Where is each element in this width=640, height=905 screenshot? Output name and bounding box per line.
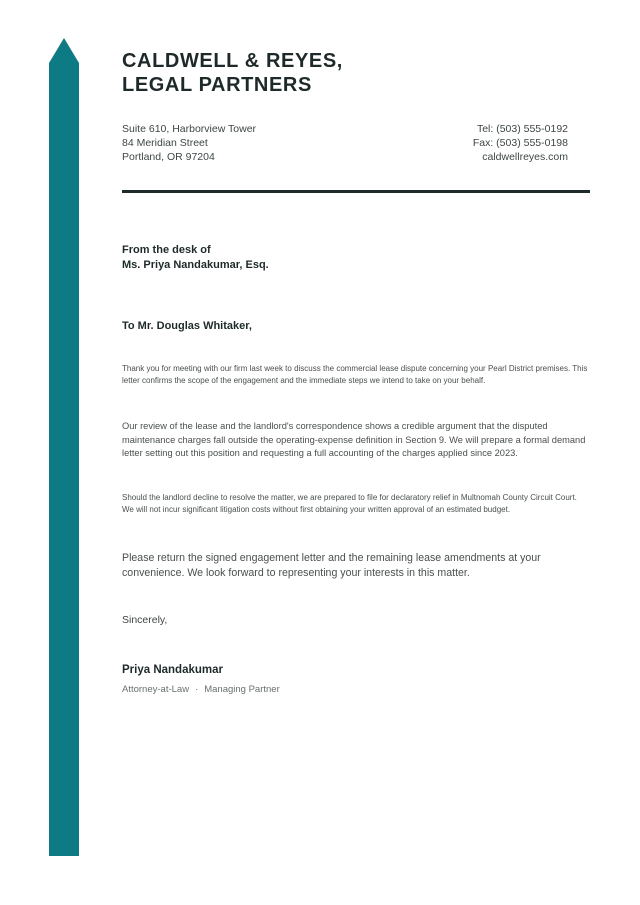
firm-contact: [473, 122, 568, 164]
signature-name: Priya Nandakumar: [122, 664, 223, 676]
address-line2: 84 Meridian Street: [122, 137, 208, 149]
signature-title-1: Attorney-at-Law: [122, 684, 190, 695]
closing: Sincerely,: [122, 614, 168, 626]
signature-title-2: Managing Partner: [204, 684, 280, 695]
body-paragraph-2: Our review of the lease and the landlord's correspondence shows a credible argument that the disputed maintenance charges fall outside the operating-expense definition in Section 9. We will prepare a formal demand letter setting out this position and requesting a full accounting of the charges applied since 2023.: [122, 421, 586, 458]
contact-website: caldwellreyes.com: [482, 151, 568, 163]
firm-name: [122, 49, 343, 97]
salutation: To Mr. Douglas Whitaker,: [122, 320, 252, 332]
address-line1: Suite 610, Harborview Tower: [122, 123, 257, 135]
from-name: Ms. Priya Nandakumar, Esq.: [122, 259, 269, 271]
body-paragraph-1: Thank you for meeting with our firm last week to discuss the commercial lease dispute concerning your Pearl District premises. This letter confirms the scope of the engagement and the immediate steps we intend to take on your behalf.: [122, 364, 588, 385]
accent-arrow-bar: [49, 38, 79, 856]
header-divider: [122, 190, 590, 193]
from-label: From the desk of: [122, 244, 211, 256]
address-line3: Portland, OR 97204: [122, 151, 215, 163]
firm-address: [122, 122, 256, 164]
separator-dot: ·: [195, 684, 199, 695]
firm-name-line1: CALDWELL & REYES,: [122, 50, 343, 72]
body-paragraph-4: Please return the signed engagement letter and the remaining lease amendments at your convenience. We look forward to representing your interests in this matter.: [122, 552, 541, 579]
body-paragraph-3: Should the landlord decline to resolve the matter, we are prepared to file for declaratory relief in Multnomah County Circuit Court. We will not incur significant litigation costs without first obtaining your written approval of an estimated budget.: [122, 493, 577, 514]
signature-title: [122, 684, 280, 695]
firm-name-line2: LEGAL PARTNERS: [122, 74, 312, 96]
contact-fax: Fax: (503) 555-0198: [472, 137, 568, 149]
contact-tel: Tel: (503) 555-0192: [476, 123, 568, 135]
from-block: [122, 243, 269, 273]
